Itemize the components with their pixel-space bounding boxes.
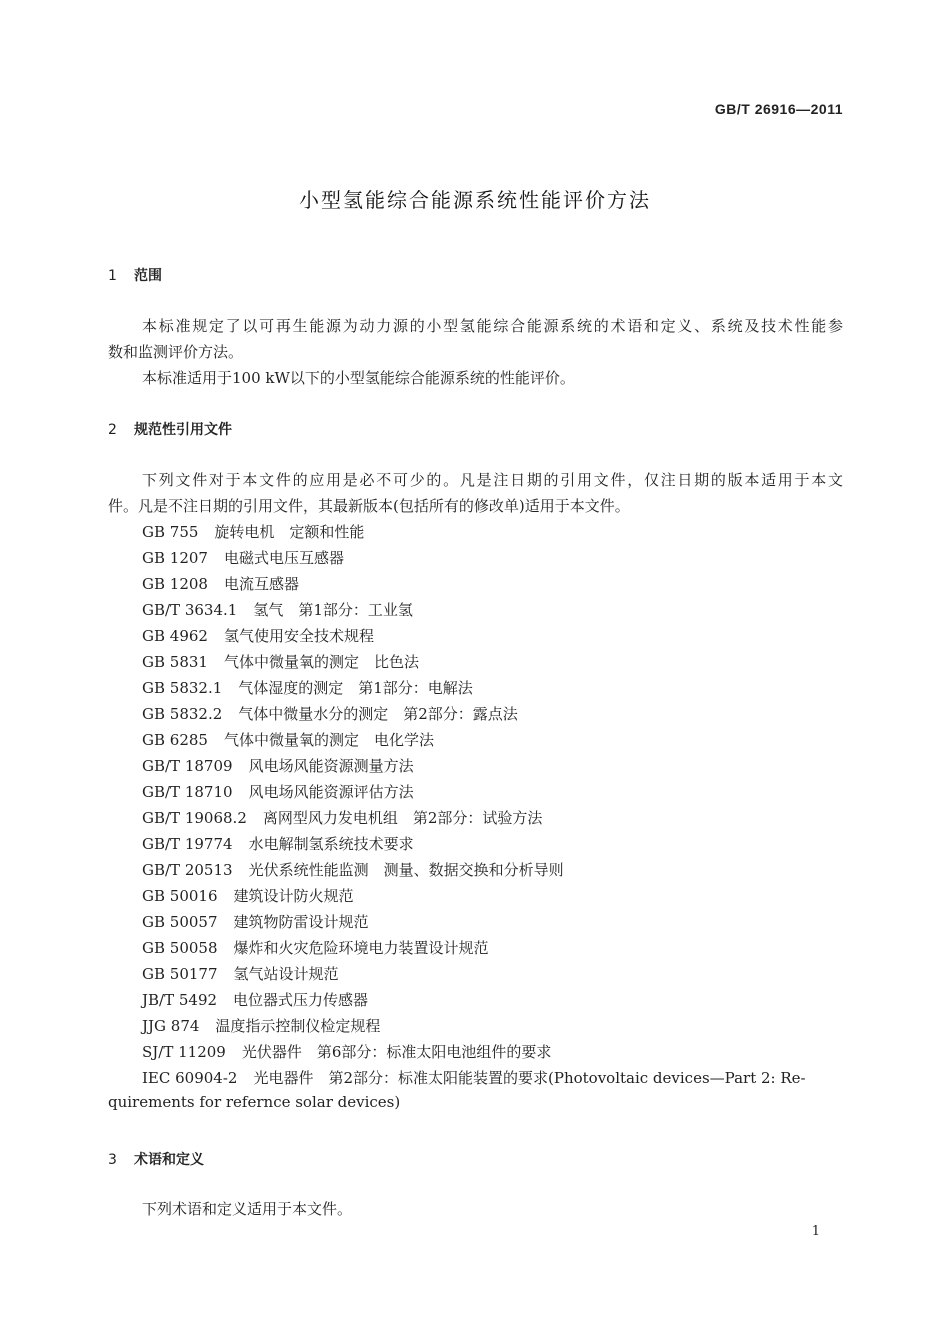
- reference-continuation: quirements for refernce solar devices): [108, 1093, 401, 1111]
- reference-code: GB 755: [142, 523, 199, 541]
- reference-title: 氢气使用安全技术规程: [223, 627, 374, 645]
- reference-item: [142, 677, 473, 698]
- reference-title: 气体中微量氧的测定 电化学法: [223, 731, 434, 749]
- section-number: 1: [108, 268, 117, 284]
- reference-code: GB/T 18710: [142, 783, 233, 801]
- reference-item: [142, 911, 369, 932]
- reference-title: 温度指示控制仪检定规程: [215, 1017, 381, 1035]
- section-number: 2: [108, 422, 117, 438]
- reference-title: 气体中微量水分的测定 第2部分：露点法: [238, 705, 518, 723]
- reference-code: GB/T 3634.1: [142, 601, 238, 619]
- reference-code: GB 5831: [142, 653, 208, 671]
- paragraph-line: 本标准规定了以可再生能源为动力源的小型氢能综合能源系统的术语和定义、系统及技术性能参: [142, 317, 843, 335]
- reference-code: GB/T 20513: [142, 861, 233, 879]
- section-title: 术语和定义: [134, 1152, 204, 1168]
- section-heading-normative-references: [108, 419, 232, 439]
- reference-item: [142, 1067, 806, 1088]
- reference-item: [142, 859, 564, 880]
- reference-code: GB 6285: [142, 731, 208, 749]
- reference-title: 电流互感器: [223, 575, 299, 593]
- reference-title: 旋转电机 定额和性能: [214, 523, 365, 541]
- reference-code: GB 50016: [142, 887, 218, 905]
- reference-title: 离网型风力发电机组 第2部分：试验方法: [262, 809, 543, 827]
- reference-title: 电位器式压力传感器: [233, 991, 369, 1009]
- reference-code: GB 4962: [142, 627, 208, 645]
- paragraph-line: 数和监测评价方法。: [108, 343, 244, 361]
- reference-item: [142, 989, 368, 1010]
- reference-title: 光伏系统性能监测 测量、数据交换和分析导则: [248, 861, 564, 879]
- standard-number: GB/T 26916—2011: [714, 101, 843, 117]
- reference-code: IEC 60904-2: [142, 1069, 238, 1087]
- reference-code: GB 1208: [142, 575, 208, 593]
- reference-item: [142, 885, 354, 906]
- reference-code: GB/T 19774: [142, 835, 233, 853]
- reference-code: GB 5832.2: [142, 705, 223, 723]
- reference-title: 气体湿度的测定 第1部分：电解法: [238, 679, 473, 697]
- reference-title: 风电场风能资源测量方法: [248, 757, 414, 775]
- reference-item: [142, 703, 518, 724]
- reference-title: 光电器件 第2部分：标准太阳能装置的要求(Photovoltaic devices—Part 2: Re-: [253, 1069, 806, 1087]
- reference-item: [142, 1015, 380, 1036]
- reference-code: GB 50057: [142, 913, 218, 931]
- paragraph-line: 下列文件对于本文件的应用是必不可少的。凡是注日期的引用文件，仅注日期的版本适用于本文: [142, 471, 843, 489]
- reference-title: 光伏器件 第6部分：标准太阳电池组件的要求: [241, 1043, 552, 1061]
- reference-item: [142, 651, 419, 672]
- reference-title: 建筑物防雷设计规范: [233, 913, 369, 931]
- reference-code: GB/T 18709: [142, 757, 233, 775]
- reference-code: GB 5832.1: [142, 679, 223, 697]
- reference-item: [142, 573, 299, 594]
- reference-title: 氢气 第1部分：工业氢: [253, 601, 413, 619]
- reference-title: 气体中微量氧的测定 比色法: [223, 653, 419, 671]
- reference-item: [142, 521, 364, 542]
- reference-code: JJG 874: [142, 1017, 200, 1035]
- reference-item: [142, 1041, 551, 1062]
- paragraph-line: 件。凡是不注日期的引用文件，其最新版本(包括所有的修改单)适用于本文件。: [108, 497, 630, 515]
- reference-title: 建筑设计防火规范: [233, 887, 354, 905]
- paragraph-line: 下列术语和定义适用于本文件。: [142, 1200, 353, 1218]
- reference-item: [142, 833, 414, 854]
- section-heading-terms: [108, 1149, 204, 1169]
- reference-item: [142, 755, 414, 776]
- reference-item: [142, 937, 489, 958]
- reference-item: [142, 807, 542, 828]
- document-title: 小型氢能综合能源系统性能评价方法: [299, 188, 651, 212]
- reference-code: GB 50177: [142, 965, 218, 983]
- reference-code: JB/T 5492: [142, 991, 218, 1009]
- reference-item: [142, 963, 339, 984]
- reference-item: [142, 599, 413, 620]
- reference-item: [142, 729, 434, 750]
- reference-title: 氢气站设计规范: [233, 965, 339, 983]
- reference-code: GB 1207: [142, 549, 208, 567]
- paragraph-line: 本标准适用于100 kW以下的小型氢能综合能源系统的性能评价。: [142, 369, 575, 387]
- section-title: 范围: [134, 268, 162, 284]
- reference-title: 电磁式电压互感器: [223, 549, 344, 567]
- reference-title: 水电解制氢系统技术要求: [248, 835, 414, 853]
- reference-title: 风电场风能资源评估方法: [248, 783, 414, 801]
- section-number: 3: [108, 1152, 117, 1168]
- reference-title: 爆炸和火灾危险环境电力装置设计规范: [233, 939, 489, 957]
- reference-code: SJ/T 11209: [142, 1043, 226, 1061]
- reference-item: [142, 781, 414, 802]
- reference-item: [142, 547, 344, 568]
- reference-code: GB/T 19068.2: [142, 809, 247, 827]
- reference-item: [142, 625, 374, 646]
- page-number: 1: [811, 1224, 820, 1239]
- section-heading-scope: [108, 265, 162, 285]
- section-title: 规范性引用文件: [134, 422, 232, 438]
- reference-code: GB 50058: [142, 939, 218, 957]
